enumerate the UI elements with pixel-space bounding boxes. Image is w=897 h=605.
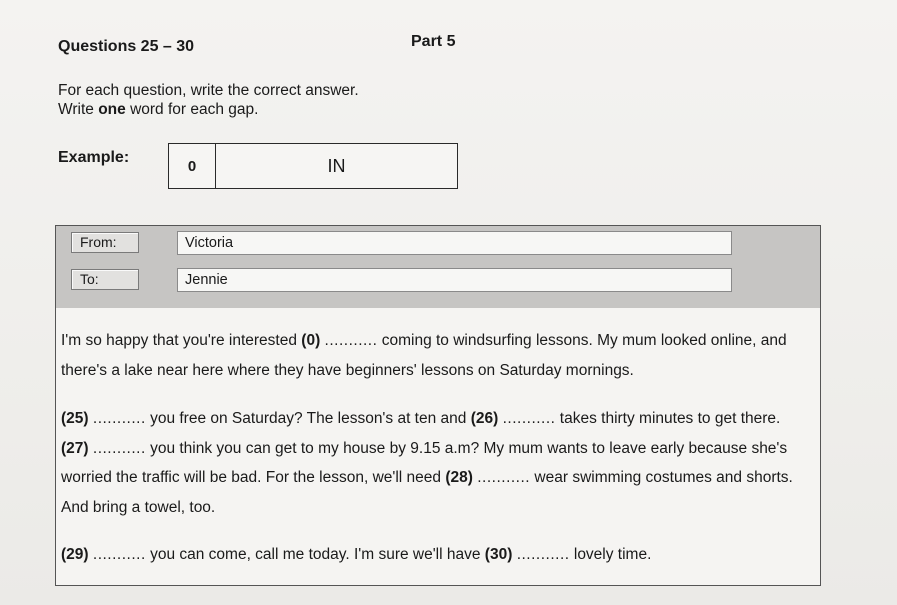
- email-panel: [55, 225, 821, 586]
- email-paragraph-3: [61, 540, 806, 570]
- questions-heading: Questions 25 – 30: [58, 38, 195, 55]
- gap-blank-25: ...........: [92, 410, 146, 427]
- gap-blank-30: ...........: [516, 546, 570, 563]
- text-segment: takes thirty minutes to get there.: [555, 410, 781, 427]
- gap-number-28: (28): [445, 469, 473, 486]
- example-box: [168, 143, 458, 189]
- example-label: Example:: [58, 149, 130, 166]
- text-segment: you free on Saturday? The lesson's at ten and: [145, 410, 471, 427]
- instruction-line-1: For each question, write the correct answer.: [58, 82, 359, 99]
- instruction-emphasis: one: [98, 101, 126, 118]
- to-label: To:: [71, 269, 139, 290]
- gap-number-0: (0): [301, 332, 321, 349]
- from-label: From:: [71, 232, 139, 253]
- gap-blank-0: ...........: [324, 332, 378, 349]
- text-segment: I'm so happy that you're interested: [61, 332, 302, 349]
- to-field: Jennie: [177, 268, 732, 292]
- example-number: 0: [169, 144, 216, 188]
- gap-number-29: (29): [61, 546, 89, 563]
- instruction-line-2: [58, 101, 258, 119]
- text-segment: you think you can get to my house by 9.15 a.m? My mum wants to leave early because she's worried the traffic will be bad. For the lesson, we'll need: [61, 439, 788, 486]
- gap-blank-27: ...........: [92, 439, 146, 457]
- gap-blank-28: ...........: [477, 469, 531, 486]
- text-segment: wear swimming costumes and shorts. And bring a towel, too.: [61, 469, 793, 516]
- gap-number-27: (27): [61, 439, 89, 457]
- gap-blank-26: ...........: [502, 410, 556, 427]
- gap-number-30: (30): [484, 546, 513, 563]
- part-heading: Part 5: [411, 33, 456, 50]
- text-segment: you can come, call me today. I'm sure we'll have: [145, 546, 485, 563]
- example-answer: IN: [327, 155, 346, 176]
- instruction-text: word for each gap.: [125, 101, 259, 118]
- gap-number-25: (25): [61, 410, 89, 427]
- gap-blank-29: ...........: [92, 546, 146, 563]
- instruction-text: Write: [58, 101, 99, 118]
- email-paragraph-1: [61, 326, 806, 385]
- text-segment: lovely time.: [569, 546, 652, 563]
- email-header: [56, 226, 820, 308]
- from-field: Victoria: [177, 231, 732, 255]
- text-segment: coming to windsurfing lessons. My mum looked online, and there's a lake near here where they have beginners' lessons on Saturday mornings.: [61, 332, 787, 379]
- gap-number-26: (26): [470, 410, 499, 427]
- email-paragraph-2: [61, 404, 806, 522]
